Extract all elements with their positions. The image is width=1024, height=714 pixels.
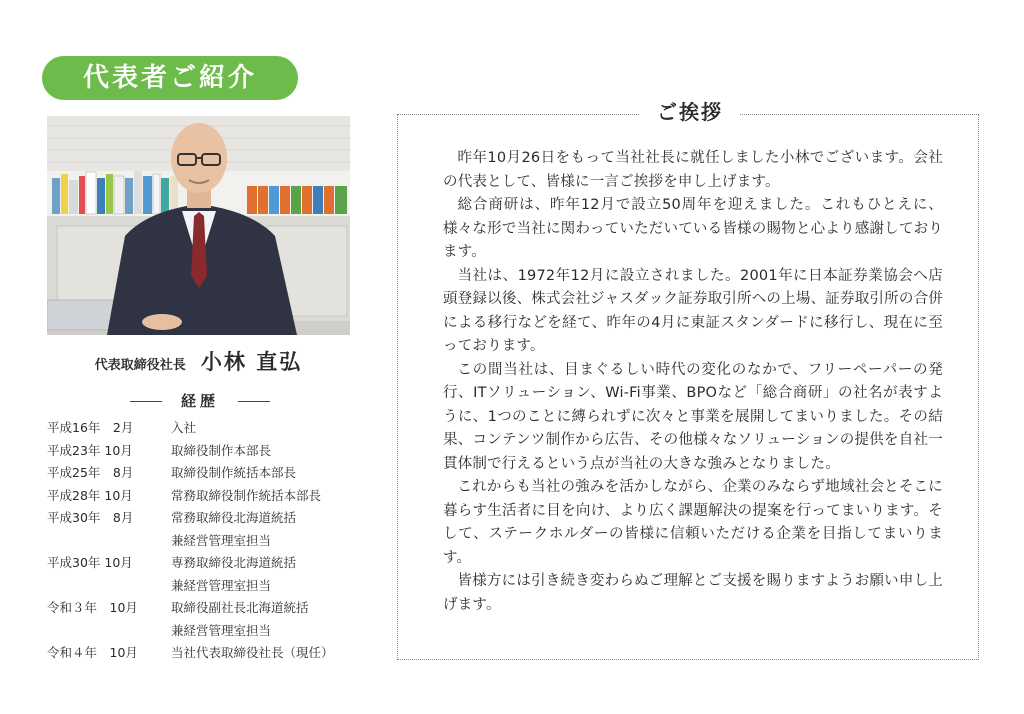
career-desc: 兼経営管理室担当 [171, 532, 272, 548]
career-desc: 取締役副社長北海道統括 [171, 600, 309, 615]
career-row [47, 417, 357, 440]
section-title: 代表者ご紹介 [42, 56, 298, 100]
greeting-paragraph: 当社は、1972年12月に設立されました。2001年に日本証券業協会へ店頭登録以後、株式会社ジャスダック証券取引所への上場、証券取引所の合併による移行などを経て、昨年の4月に東証スタンダードに移行し、現在に至っております。 [443, 267, 943, 354]
career-row [47, 642, 357, 665]
career-desc: 常務取締役北海道統括 [171, 510, 297, 525]
career-date: 令和４年 10月 [47, 645, 138, 660]
career-date: 平成16年 2月 [47, 420, 134, 435]
career-date: 平成25年 8月 [47, 465, 134, 480]
career-date: 平成28年 10月 [47, 487, 133, 503]
career-list [47, 417, 357, 665]
greeting-paragraph: 皆様方には引き続き変わらぬご理解とご支援を賜りますようお願い申し上げます。 [443, 573, 943, 613]
career-row [47, 462, 357, 485]
career-row [47, 597, 357, 620]
career-row [47, 485, 357, 508]
career-row [47, 507, 357, 530]
career-row [47, 440, 357, 463]
greeting-paragraph: この間当社は、目まぐるしい時代の変化のなかで、フリーペーパーの発行、ITソリューション、Wi-Fi事業、BPOなど「総合商研」の社名が表すように、1つのことに縛られずに次々と事業を展開してまいりました。その結果、コンテンツ制作から広告、その他様々なソリューションの提供を自社一貫体制で行えるという点が当社の大きな強みとなりました。 [443, 361, 943, 472]
career-desc: 兼経営管理室担当 [171, 622, 272, 638]
career-desc: 当社代表取締役社長（現任） [171, 645, 334, 660]
career-date: 令和３年 10月 [47, 600, 138, 615]
career-row [47, 530, 357, 553]
career-desc: 常務取締役制作統括本部長 [171, 487, 322, 503]
career-date: 平成23年 10月 [47, 442, 133, 458]
career-desc: 取締役制作本部長 [171, 442, 272, 458]
greeting-heading: ご挨拶 [640, 96, 740, 125]
career-desc: 専務取締役北海道統括 [171, 555, 297, 570]
greeting-paragraph: これからも当社の強みを活かしながら、企業のみならず地域社会とそこに暮らす生活者に目を向け、より広く課題解決の提案を行ってまいります。そして、ステークホルダーの皆様に信頼いただける企業を目指してまいります。 [443, 479, 943, 566]
career-heading: 経歴 [130, 390, 270, 411]
career-desc: 兼経営管理室担当 [171, 577, 272, 593]
greeting-text [443, 147, 943, 617]
career-date: 平成30年 10月 [47, 555, 133, 570]
representative-name: 小林 直弘 [200, 350, 303, 374]
career-row [47, 575, 357, 598]
representative-photo [47, 116, 350, 335]
career-desc: 入社 [171, 420, 197, 435]
greeting-paragraph: 総合商研は、昨年12月で設立50周年を迎えました。これもひとえに、様々な形で当社に関わっていただいている皆様の賜物と心より感謝しております。 [443, 197, 943, 260]
career-date: 平成30年 8月 [47, 510, 134, 525]
representative-name-row [47, 346, 350, 376]
career-desc: 取締役制作統括本部長 [171, 465, 297, 480]
career-row [47, 620, 357, 643]
greeting-paragraph: 昨年10月26日をもって当社社長に就任しました小林でございます。会社の代表として、皆様に一言ご挨拶を申し上げます。 [443, 150, 943, 190]
career-row [47, 552, 357, 575]
representative-position: 代表取締役社長 [94, 358, 186, 373]
